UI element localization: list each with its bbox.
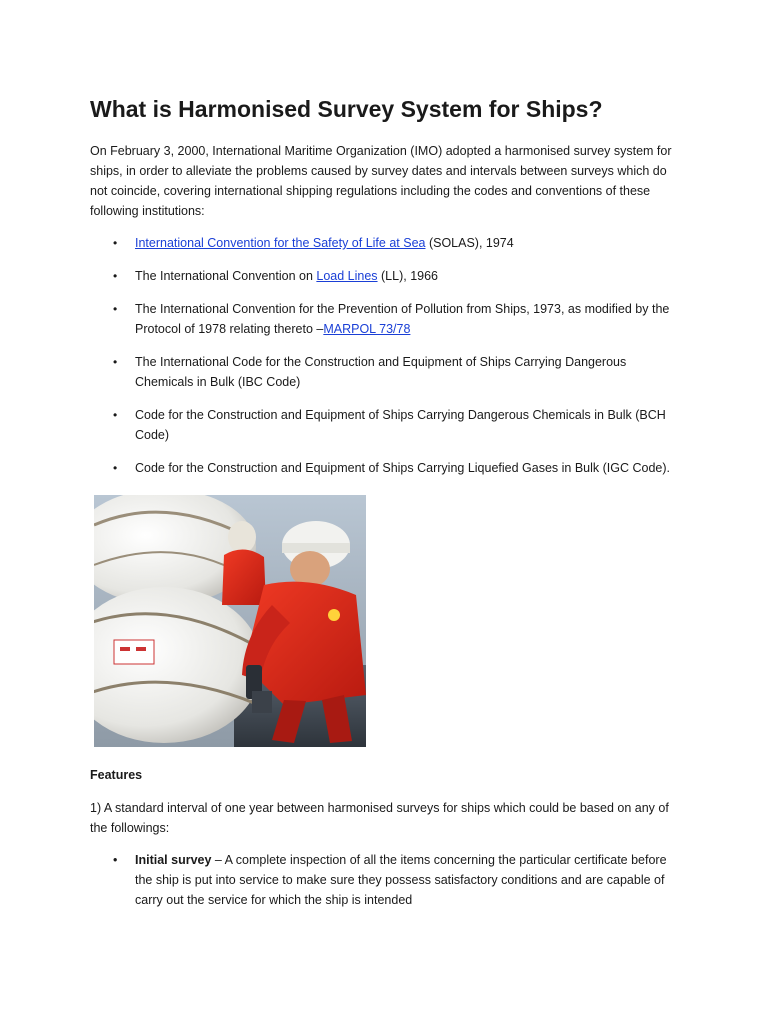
list-item xyxy=(90,266,682,286)
bullet-icon: • xyxy=(113,408,118,422)
survey-term: Initial survey xyxy=(135,853,212,867)
marpol-link[interactable]: MARPOL 73/78 xyxy=(323,322,411,336)
list-item-text: Code for the Construction and Equipment of Ships Carrying Dangerous Chemicals in Bulk (BCH Code) xyxy=(135,408,666,442)
photo-illustration xyxy=(94,495,366,747)
list-item-text: (SOLAS), 1974 xyxy=(425,236,514,250)
survey-description: – A complete inspection of all the items concerning the particular certificate before the ship is put into service to make sure they possess satisfactory conditions and are capable of carry out the service for which the ship is intended xyxy=(135,853,667,907)
list-item xyxy=(90,405,682,445)
list-item-text: (LL), 1966 xyxy=(377,269,439,283)
bullet-icon: • xyxy=(113,302,118,316)
list-item xyxy=(90,850,682,910)
list-item xyxy=(90,458,682,478)
conventions-list xyxy=(90,233,682,491)
list-item xyxy=(90,299,682,339)
survey-types-list xyxy=(90,850,682,910)
list-item xyxy=(90,233,682,253)
list-item-text: The International Convention on xyxy=(135,269,317,283)
bullet-icon: • xyxy=(113,355,118,369)
list-item xyxy=(90,352,682,392)
bullet-icon: • xyxy=(113,461,118,475)
solas-link[interactable]: International Convention for the Safety of Life at Sea xyxy=(135,236,426,250)
list-item-text: The International Convention for the Prevention of Pollution from Ships, 1973, as modified by the Protocol of 1978 relating thereto – xyxy=(135,302,670,336)
features-paragraph: 1) A standard interval of one year between harmonised surveys for ships which could be based on any of the followings: xyxy=(90,801,669,835)
bullet-icon: • xyxy=(113,853,118,867)
bullet-icon: • xyxy=(113,269,118,283)
bullet-icon: • xyxy=(113,236,118,250)
list-item-text: The International Code for the Construction and Equipment of Ships Carrying Dangerous Chemicals in Bulk (IBC Code) xyxy=(135,355,627,389)
list-item-text: Code for the Construction and Equipment of Ships Carrying Liquefied Gases in Bulk (IGC Code). xyxy=(135,461,670,475)
page-title: What is Harmonised Survey System for Ships? xyxy=(90,96,603,122)
intro-paragraph: On February 3, 2000, International Maritime Organization (IMO) adopted a harmonised survey system for ships, in order to alleviate the problems caused by survey dates and intervals between surveys which do not coincide, covering international shipping regulations including the codes and conventions of these following institutions: xyxy=(90,144,672,218)
liferaft-inspection-photo xyxy=(94,495,366,747)
load-lines-link[interactable]: Load Lines xyxy=(316,269,378,283)
features-heading: Features xyxy=(90,768,143,782)
